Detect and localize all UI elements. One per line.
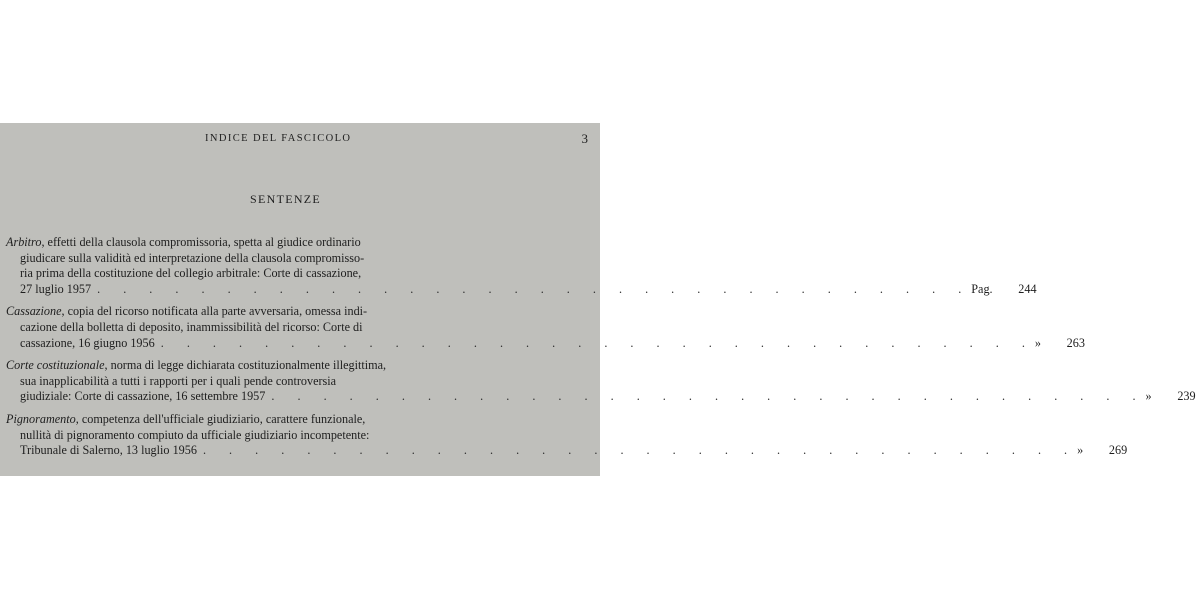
entry-page-number: 269 [1108,443,1128,458]
dot-leader: . . . . . . . . . . . . . . . . . . . . . . . . . . . . . . . . . . [271,389,1146,404]
entry-text: , norma di legge dichiarata costituzionalmente illegittima, [104,358,387,373]
entry-first-line [6,235,590,251]
entry-citation: Tribunale di Salerno, 13 luglio 1956 [20,443,197,458]
entry-last-line [6,281,1037,298]
entry-last-line [6,443,1128,459]
running-header: INDICE DEL FASCICOLO [205,133,352,144]
entry-last-line [6,389,1196,405]
index-entry [6,304,1085,351]
entry-first-line [6,412,590,428]
entry-page-number: 244 [1018,281,1037,296]
dot-leader: . . . . . . . . . . . . . . . . . . . . . . . . . . . . . . . . . . [202,443,1078,458]
page-number: 3 [581,131,588,146]
dot-leader: . . . . . . . . . . . . . . . . . . . . . . . . . . . . . . . . . . [160,335,1035,350]
entry-continuation-line: sua inapplicabilità a tutti i rapporti per i quali pende controversia [20,373,337,388]
entry-first-line [6,358,590,374]
page-prefix: » [1145,389,1152,404]
entry-citation: cassazione, 16 giugno 1956 [20,335,155,350]
entry-continuation-line: cazione della bolletta di deposito, inammissibilità del ricorso: Corte di [20,319,363,334]
entry-last-line [6,335,1085,352]
index-entries [6,235,1196,466]
entry-keyword: Arbitro [6,235,42,249]
page-prefix: » [1077,443,1084,458]
page-prefix: » [1034,335,1041,350]
entry-page-number: 239 [1177,389,1196,404]
section-title: SENTENZE [250,192,322,206]
entry-keyword: Pignoramento [6,411,76,426]
entry-keyword: Cassazione [6,304,62,319]
book-page [0,123,1196,476]
index-entry [6,235,1037,297]
page-prefix: Pag. [971,281,993,296]
entry-keyword: Corte costituzionale [6,358,105,373]
entry-text: , effetti della clausola compromissoria, spetta al giudice ordinario [41,235,361,249]
entry-text: , competenza dell'ufficiale giudiziario, carattere funzionale, [75,411,366,426]
entry-continuation-line: giudicare sulla validità ed interpretazione della clausola compromisso- [20,250,365,265]
dot-leader: . . . . . . . . . . . . . . . . . . . . . . . . . . . . . . . . . . [97,281,972,296]
index-entry [6,358,1196,405]
entry-text: , copia del ricorso notificata alla parte avversaria, omessa indi- [61,304,368,319]
index-entry [6,411,1128,459]
entry-citation: 27 luglio 1957 [20,281,92,296]
entry-citation: giudiziale: Corte di cassazione, 16 settembre 1957 [20,389,266,404]
entry-continuation-line: ria prima della costituzione del collegio arbitrale: Corte di cassazione, [20,266,362,281]
entry-continuation-line: nullità di pignoramento compiuto da ufficiale giudiziario incompetente: [20,427,370,442]
entry-page-number: 263 [1066,335,1085,350]
entry-first-line [6,304,590,320]
